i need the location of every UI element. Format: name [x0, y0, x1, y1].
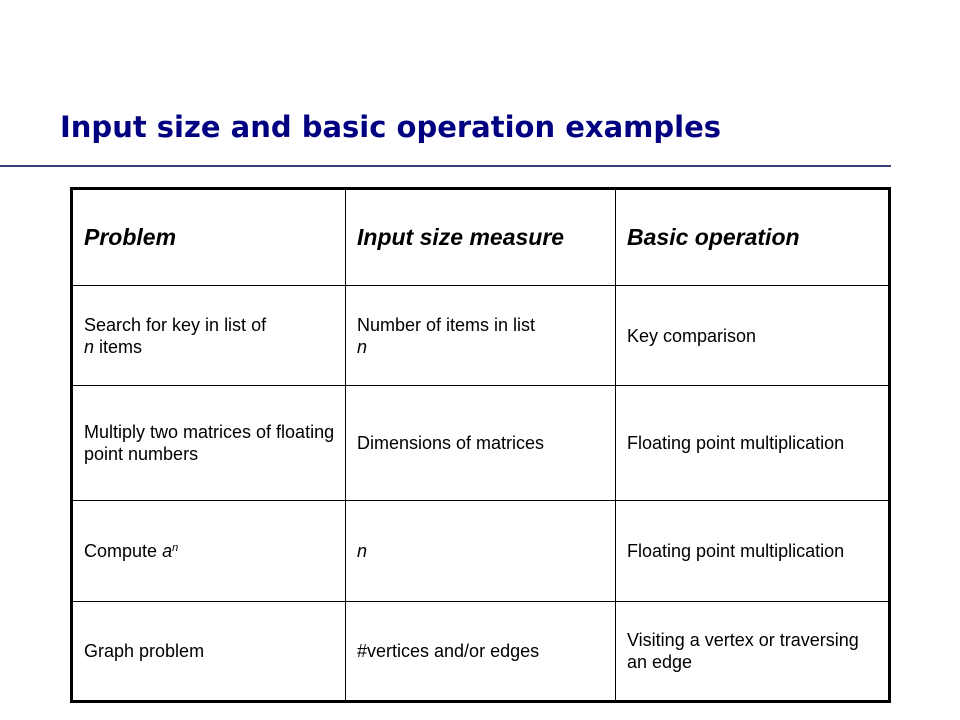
cell-problem — [72, 501, 346, 602]
table-row — [72, 501, 890, 602]
cell-text: Compute — [84, 541, 158, 561]
slide-title: Input size and basic operation examples — [60, 110, 722, 144]
cell-input-size — [346, 501, 616, 602]
table-row — [72, 286, 890, 386]
cell-text: Number of items in list — [357, 314, 536, 335]
cell-input-size: #vertices and/or edges — [346, 602, 616, 702]
cell-problem — [72, 286, 346, 386]
cell-input-size: Dimensions of matrices — [346, 386, 616, 501]
header-problem: Problem — [72, 189, 346, 286]
variable-a: a — [162, 541, 173, 561]
variable-n: n — [357, 541, 368, 561]
table-row — [72, 602, 890, 702]
cell-operation: Floating point multiplication — [616, 501, 890, 602]
header-input-size: Input size measure — [346, 189, 616, 286]
table-header-row — [72, 189, 890, 286]
variable-n: n — [84, 336, 95, 357]
cell-operation: Floating point multiplication — [616, 386, 890, 501]
cell-text: Search for key in list of — [84, 314, 267, 335]
cell-operation: Key comparison — [616, 286, 890, 386]
examples-table — [70, 187, 891, 703]
table-row — [72, 386, 890, 501]
cell-problem: Multiply two matrices of floating point numbers — [72, 386, 346, 501]
variable-n: n — [357, 336, 368, 357]
title-divider — [0, 165, 891, 167]
header-basic-operation: Basic operation — [616, 189, 890, 286]
cell-input-size — [346, 286, 616, 386]
cell-operation: Visiting a vertex or traversing an edge — [616, 602, 890, 702]
exponent-n: n — [172, 542, 179, 554]
cell-text: items — [99, 336, 143, 357]
cell-problem: Graph problem — [72, 602, 346, 702]
